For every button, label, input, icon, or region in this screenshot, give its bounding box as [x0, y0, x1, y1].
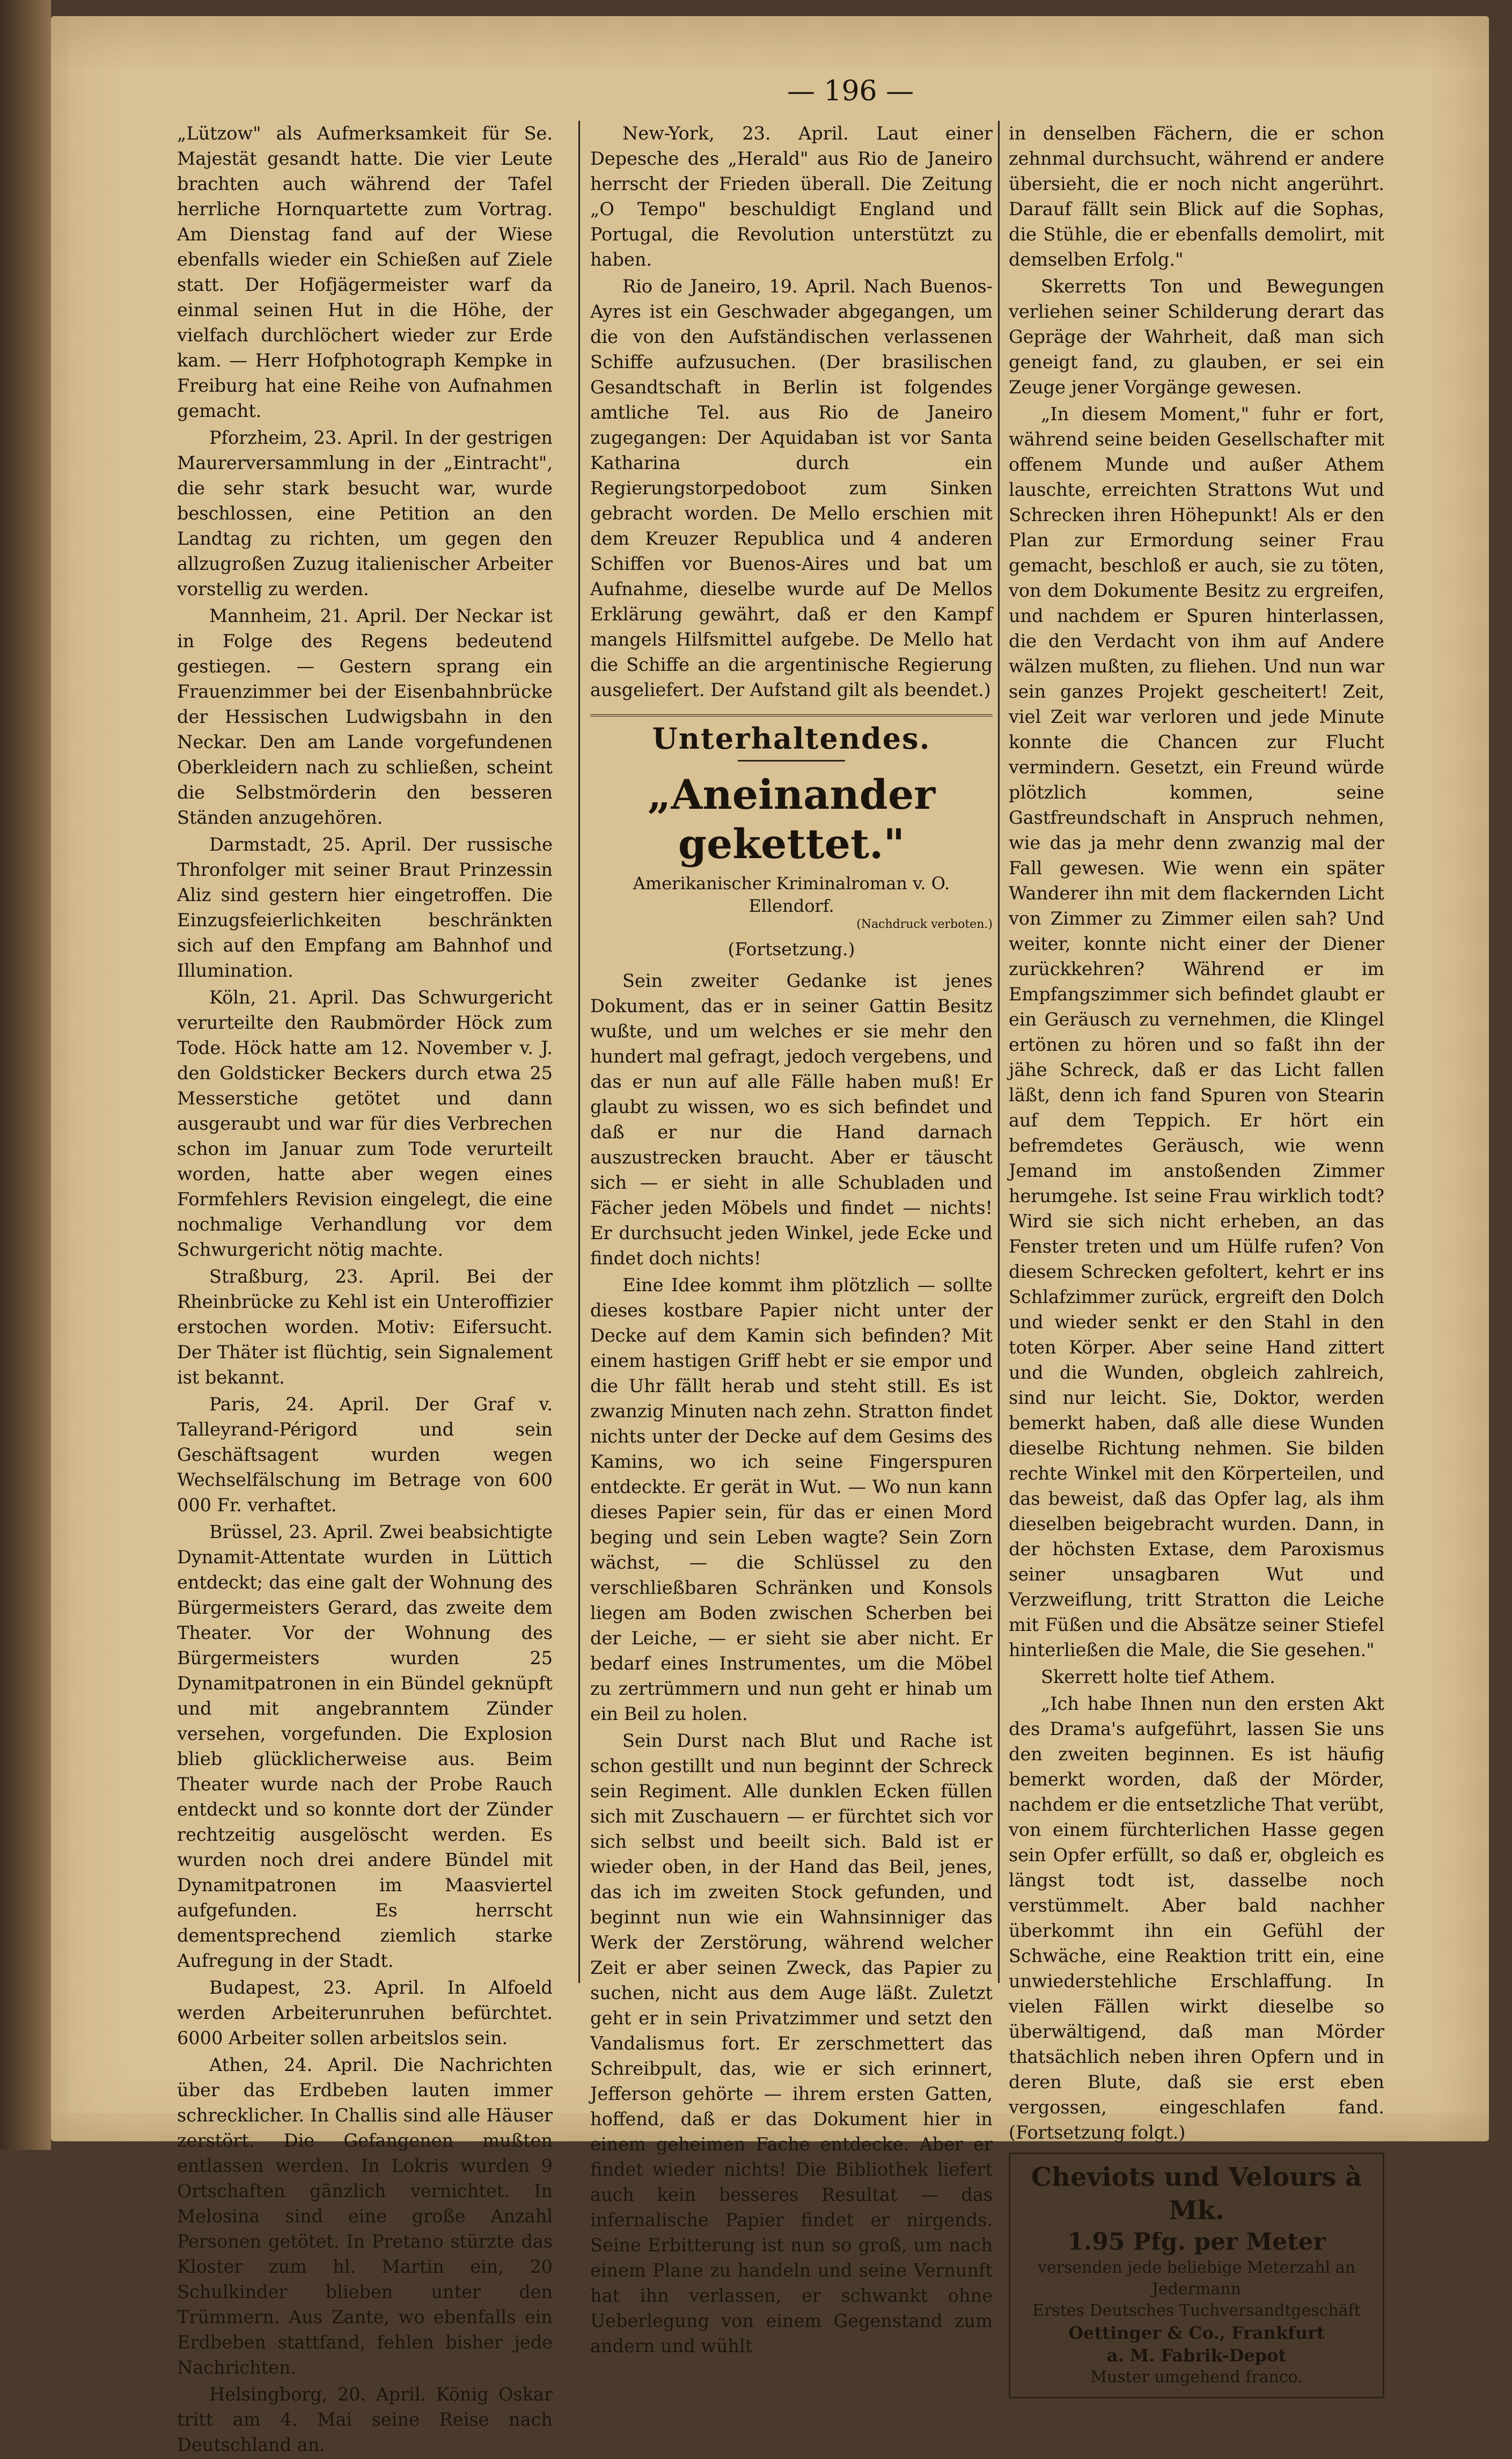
story-paragraph: Eine Idee kommt ihm plötzlich — sollte dieses kostbare Papier nicht unter der Decke auf dem Kamin sich befinden? Mit einem hastigen Griff hebt er sie empor und die Uhr fällt herab und steht still. Es ist zwanzig Minuten nach zehn. Stratton findet nichts unter der Decke auf dem Gesims des Kamins, wo ich seine Fingerspuren entdeckte. Er gerät in Wut. — Wo nun kann dieses Papier sein, für das er einen Mord beging und sein Leben wagte? Sein Zorn wächst, — die Schlüssel zu den verschließbaren Schränken und Konsols liegen am Boden zwischen Scherben bei der Leiche, — er sieht sie aber nicht. Er bedarf eines Instrumentes, um die Möbel zu zertrümmern und nun geht er hinab um ein Beil zu holen.: [590, 1275, 993, 1724]
column-1: [177, 121, 553, 2459]
news-item: Straßburg, 23. April. Bei der Rheinbrücke zu Kehl ist ein Unteroffizier erstochen worden. Motiv: Eifersucht. Der Thäter ist flüchtig, sein Signalement ist bekannt.: [177, 1266, 553, 1388]
ad-company: Oettinger & Co., Frankfurt: [1068, 2323, 1325, 2343]
news-item: „Lützow" als Aufmerksamkeit für Se. Majestät gesandt hatte. Die vier Leute brachten auch während der Tafel herrliche Hornquartette zum Vortrag. Am Dienstag fand auf der Wiese ebenfalls wieder ein Schießen auf Ziele statt. Der Hofjägermeister warf da einmal seinen Hut in die Höhe, der vielfach durchlöchert wieder zur Erde kam. — Herr Hofphotograph Kempke in Freiburg hat eine Reihe von Aufnahmen gemacht.: [177, 123, 553, 421]
news-item: Budapest, 23. April. In Alfoeld werden Arbeiterunruhen befürchtet. 6000 Arbeiter sollen arbeitslos sein.: [177, 1977, 553, 2048]
column-divider: [578, 121, 580, 1983]
column-divider: [998, 121, 1000, 1983]
page-number: — 196 —: [787, 75, 914, 107]
ad-text: Erstes Deutsches Tuchversandtgeschäft: [1032, 2301, 1361, 2320]
ad-location: a. M. Fabrik-Depot: [1106, 2345, 1287, 2366]
heading-rule: [738, 760, 845, 762]
continuation-label: (Fortsetzung.): [728, 939, 855, 960]
story-paragraph: Skerretts Ton und Bewegungen verliehen seiner Schilderung derart das Gepräge der Wahrheit, daß man sich geneigt fand, zu glauben, er sei ein Zeuge jener Vorgänge gewesen.: [1009, 276, 1384, 398]
section-divider: [590, 714, 993, 716]
news-item: Pforzheim, 23. April. In der gestrigen Maurerversammlung in der „Eintracht", die sehr stark besucht war, wurde beschlossen, eine Petition an den Landtag zu richten, um gegen den allzugroßen Zuzug italienischer Arbeiter vorstellig zu werden.: [177, 427, 553, 599]
story-paragraph: Sein zweiter Gedanke ist jenes Dokument, das er in seiner Gattin Besitz wußte, und um welches er sie mehr den hundert mal gefragt, jedoch vergebens, und das er nun auf alle Fälle haben muß! Er glaubt zu wissen, wo es sich befindet und daß er nur die Hand darnach auszustrecken braucht. Aber er täuscht sich — er sieht in alle Schubladen und Fächer jeden Möbels und findet — nichts! Er durchsucht jeden Winkel, jede Ecke und findet doch nichts!: [590, 970, 993, 1269]
story-paragraph: in denselben Fächern, die er schon zehnmal durchsucht, während er andere übersieht, die er noch nicht angerührt. Darauf fällt sein Blick auf die Sophas, die Stühle, die er ebenfalls demolirt, mit demselben Erfolg.": [1009, 123, 1384, 270]
book-binding-edge: [0, 0, 51, 2150]
news-item: Brüssel, 23. April. Zwei beabsichtigte Dynamit-Attentate wurden in Lüttich entdeckt; das eine galt der Wohnung des Bürgermeisters Gerard, das zweite dem Theater. Vor der Wohnung des Bürgermeisters wurden 25 Dynamitpatronen in ein Bündel geknüpft und mit angebranntem Zünder versehen, vorgefunden. Die Explosion blieb glücklicherweise aus. Beim Theater wurde nach der Probe Rauch entdeckt und so konnte dort der Zünder rechtzeitig ausgelöscht werden. Es wurden noch drei andere Bündel mit Dynamitpatronen im Maasviertel aufgefunden. Es herrscht dementsprechend ziemlich starke Aufregung in der Stadt.: [177, 1521, 553, 1971]
story-paragraph: Sein Durst nach Blut und Rache ist schon gestillt und nun beginnt der Schreck sein Regiment. Alle dunklen Ecken füllen sich mit Zuschauern — er fürchtet sich vor sich selbst und beeilt sich. Bald ist er wieder oben, in der Hand das Beil, jenes, das ich im zweiten Stock gefunden, und beginnt nun wie ein Wahnsinniger das Werk der Zerstörung, während welcher Zeit er aber seinen Zweck, das Papier zu suchen, nicht aus dem Auge läßt. Zuletzt geht er in sein Privatzimmer und setzt den Vandalismus fort. Er zerschmettert das Schreibpult, das, wie er sich erinnert, Jefferson gehörte — ihrem ersten Gatten, hoffend, daß er das Dokument hier in einem geheimen Fache entdecke. Aber er findet wieder nichts! Die Bibliothek liefert auch kein besseres Resultat — das infernalische Papier findet er nirgends. Seine Erbitterung ist nun so groß, um nach einem Plane zu handeln und seine Vernunft hat ihn verlassen, er schwankt ohne Ueberlegung von einem Gegenstand zum andern und wühlt: [590, 1730, 993, 2356]
ad-text: Muster umgehend franco.: [1090, 2368, 1303, 2387]
reprint-note: (Nachdruck verboten.): [856, 918, 993, 931]
news-item: Rio de Janeiro, 19. April. Nach Buenos-Ayres ist ein Geschwader abgegangen, um die von den Aufständischen verlassenen Schiffe aufzusuchen. (Der brasilischen Gesandtschaft in Berlin ist folgendes amtliche Tel. aus Rio de Janeiro zugegangen: Der Aquidaban ist vor Santa Katharina durch ein Regierungstorpedoboot zum Sinken gebracht worden. De Mello erschien mit dem Kreuzer Republica und 4 anderen Schiffen vor Buenos-Aires und bat um Aufnahme, dieselbe wurde auf De Mellos Erklärung gewährt, daß er den Kampf mangels Hilfsmittel aufgebe. De Mello hat die Schiffe an die argentinische Regierung ausgeliefert. Der Aufstand gilt als beendet.): [590, 276, 993, 700]
story-title: „Aneinander gekettet.": [647, 771, 936, 868]
ad-text: versenden jede beliebige Meterzahl an: [1037, 2258, 1356, 2277]
column-2: [590, 121, 993, 2360]
story-paragraph: Skerrett holte tief Athem.: [1041, 1666, 1275, 1687]
news-item: Köln, 21. April. Das Schwurgericht verurteilte den Raubmörder Höck zum Tode. Höck hatte am 12. November v. J. den Goldsticker Beckers durch etwa 25 Messerstiche getötet und dann ausgeraubt und war für dies Verbrechen schon im Januar zum Tode verurteilt worden, hatte aber wegen eines Formfehlers Revision eingelegt, die eine nochmalige Verhandlung vor dem Schwurgericht nötig machte.: [177, 987, 553, 1260]
story-subtitle: Amerikanischer Kriminalroman v. O. Ellendorf.: [633, 873, 950, 916]
news-item: Paris, 24. April. Der Graf v. Talleyrand-Périgord und sein Geschäftsagent wurden wegen Wechselfälschung im Betrage von 600 000 Fr. verhaftet.: [177, 1394, 553, 1516]
advertisement-box: [1009, 2153, 1384, 2398]
news-item: Helsingborg, 20. April. König Oskar tritt am 4. Mai seine Reise nach Deutschland an.: [177, 2384, 553, 2455]
news-item: New-York, 23. April. Laut einer Depesche des „Herald" aus Rio de Janeiro herrscht der Frieden überall. Die Zeitung „O Tempo" beschuldigt England und Portugal, die Revolution unterstützt zu haben.: [590, 123, 993, 270]
ad-text: Jedermann: [1151, 2280, 1242, 2299]
news-item: Mannheim, 21. April. Der Neckar ist in Folge des Regens bedeutend gestiegen. — Gestern sprang ein Frauenzimmer bei der Eisenbahnbrücke der Hessischen Ludwigsbahn in den Neckar. Den am Lande vorgefundenen Oberkleidern nach zu schließen, scheint die Selbstmörderin den besseren Ständen anzugehören.: [177, 605, 553, 828]
story-paragraph: „In diesem Moment," fuhr er fort, während seine beiden Gesellschafter mit offenem Munde und außer Athem lauschte, erreichten Strattons Wut und Schrecken ihren Höhepunkt! Als er den Plan zur Ermordung seiner Frau gemacht, beschloß er auch, sie zu töten, von dem Dokumente Besitz zu ergreifen, und nachdem er Spuren hinterlassen, die den Verdacht von ihm auf Andere wälzen mußten, zu fliehen. Und nun war sein ganzes Projekt gescheitert! Zeit, viel Zeit war verloren und jede Minute konnte die Chancen zur Flucht vermindern. Gesetzt, ein Freund würde plötzlich kommen, seine Gastfreundschaft in Anspruch nehmen, wie das ja mehr denn zwanzig mal der Fall gewesen. Wie wenn ein später Wanderer ihn mit dem flackernden Licht von Zimmer zu Zimmer eilen sah? Und weiter, konnte nicht einer der Diener zurückkehren? Während er im Empfangszimmer sich befindet glaubt er ein Geräusch zu vernehmen, die Klingel ertönen zu hören und so faßt ihn der jähe Schreck, daß er das Licht fallen läßt, denn ich fand Spuren von Stearin auf dem Teppich. Er hört ein befremdetes Geräusch, wie wenn Jemand im anstoßenden Zimmer herumgehe. Ist seine Frau wirklich todt? Wird sie sich nicht erheben, an das Fenster treten und um Hülfe rufen? Von diesem Schrecken gefoltert, kehrt er ins Schlafzimmer zurück, ergreift den Dolch und wieder senkt er den Stahl in den toten Körper. Aber seine Hand zittert und die Wunden, obgleich zahlreich, sind nur leicht. Sie, Doktor, werden bemerkt haben, daß alle diese Wunden dieselbe Richtung nehmen. Sie bilden rechte Winkel mit den Körperteilen, und das beweist, daß das Opfer lag, als ihm dieselben beigebracht wurden. Dann, in der höchsten Extase, dem Paroxismus seiner unsagbaren Wut und Verzweiflung, tritt Stratton die Leiche mit Füßen und die Absätze seiner Stiefel hinterließen die Male, die Sie gesehen.": [1009, 404, 1384, 1660]
ad-price: 1.95 Pfg. per Meter: [1067, 2228, 1326, 2256]
news-item: Darmstadt, 25. April. Der russische Thronfolger mit seiner Braut Prinzessin Aliz sind gestern hier eingetroffen. Die Einzugsfeierlichkeiten beschränkten sich auf den Empfang am Bahnhof und Illumination.: [177, 834, 553, 981]
news-item: Athen, 24. April. Die Nachrichten über das Erdbeben lauten immer schrecklicher. In Challis sind alle Häuser zerstört. Die Gefangenen mußten entlassen werden. In Lokris wurden 9 Ortschaften gänzlich vernichtet. In Melosina sind eine große Anzahl Personen getötet. In Pretano stürzte das Kloster zum hl. Martin ein, 20 Schulkinder blieben unter den Trümmern. Aus Zante, wo ebenfalls ein Erdbeben stattfand, fehlen bisher jede Nachrichten.: [177, 2054, 553, 2378]
column-3: [1009, 121, 1384, 2398]
ad-headline: Cheviots und Velours à Mk.: [1031, 2162, 1362, 2226]
story-paragraph: „Ich habe Ihnen nun den ersten Akt des Drama's aufgeführt, lassen Sie uns den zweiten beginnen. Es ist häufig bemerkt worden, daß der Mörder, nachdem er die entsetzliche That verübt, von einem fürchterlichen Hasse gegen sein Opfer erfüllt, so daß er, obgleich es längst todt ist, dasselbe noch verstümmelt. Aber bald nachher überkommt ihn ein Gefühl der Schwäche, eine Reaktion tritt ein, eine unwiederstehliche Erschlaffung. In vielen Fällen wirkt dieselbe so überwältigend, daß man Mörder thatsächlich neben ihren Opfern und in deren Blute, daß sie erst eben vergossen, eingeschlafen fand. (Fortsetzung folgt.): [1009, 1693, 1384, 2143]
section-heading: Unterhaltendes.: [652, 721, 931, 756]
